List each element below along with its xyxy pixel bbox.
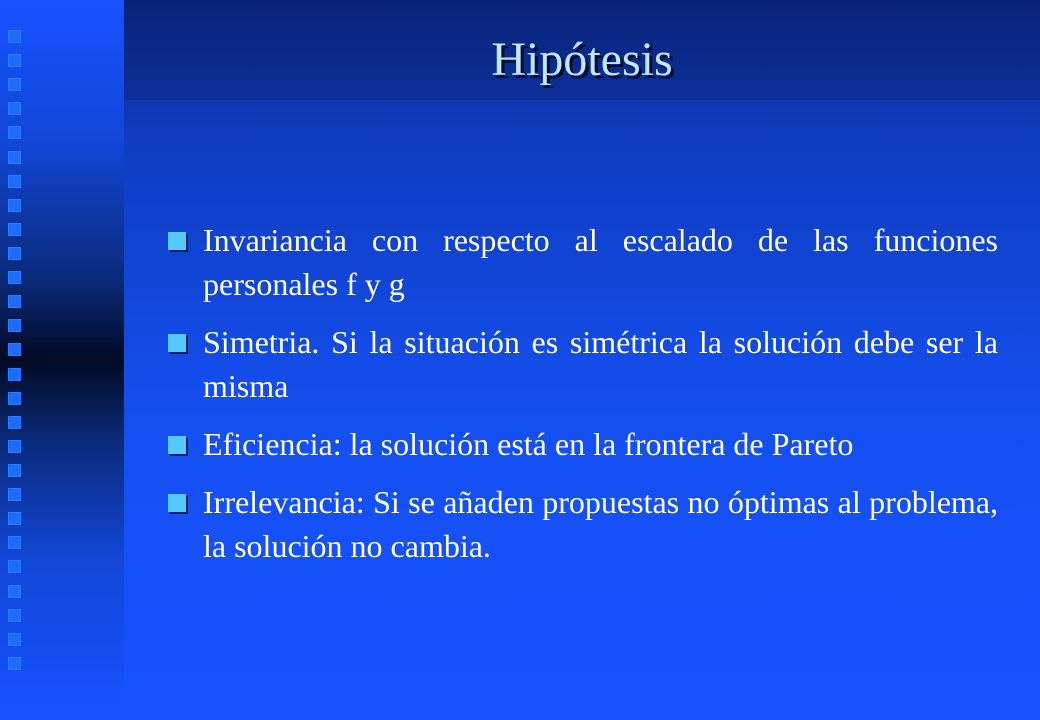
decorative-square xyxy=(8,30,21,43)
square-column-decoration-icon xyxy=(8,30,26,670)
decorative-square xyxy=(8,488,21,501)
bullet-item xyxy=(168,320,998,408)
decorative-square xyxy=(8,512,21,525)
bullet-text: Invariancia con respecto al escalado de las funciones personales f y g xyxy=(203,222,998,302)
slide-title: Hipótesis xyxy=(491,33,673,86)
decorative-square xyxy=(8,102,21,115)
bullet-item xyxy=(168,480,998,568)
decorative-square xyxy=(8,657,21,670)
decorative-square xyxy=(8,199,21,212)
decorative-square xyxy=(8,560,21,573)
decorative-square xyxy=(8,585,21,598)
square-bullet-icon xyxy=(168,436,186,454)
decorative-square xyxy=(8,440,21,453)
square-bullet-icon xyxy=(168,334,186,352)
square-bullet-icon xyxy=(168,494,186,512)
left-decorative-band xyxy=(0,0,124,720)
decorative-square xyxy=(8,54,21,67)
decorative-square xyxy=(8,609,21,622)
decorative-square xyxy=(8,392,21,405)
decorative-square xyxy=(8,126,21,139)
decorative-square xyxy=(8,271,21,284)
decorative-square xyxy=(8,416,21,429)
decorative-square xyxy=(8,368,21,381)
decorative-square xyxy=(8,247,21,260)
decorative-square xyxy=(8,464,21,477)
decorative-square xyxy=(8,319,21,332)
decorative-square xyxy=(8,633,21,646)
decorative-square xyxy=(8,223,21,236)
bullet-list xyxy=(168,218,998,582)
decorative-square xyxy=(8,78,21,91)
decorative-square xyxy=(8,536,21,549)
decorative-square xyxy=(8,175,21,188)
bullet-item xyxy=(168,218,998,306)
bullet-item xyxy=(168,422,998,466)
bullet-text: Eficiencia: la solución está en la frontera de Pareto xyxy=(203,426,854,462)
square-bullet-icon xyxy=(168,232,186,250)
bullet-text: Irrelevancia: Si se añaden propuestas no óptimas al problema, la solución no cambia. xyxy=(203,484,998,564)
decorative-square xyxy=(8,343,21,356)
decorative-square xyxy=(8,295,21,308)
decorative-square xyxy=(8,151,21,164)
bullet-text: Simetria. Si la situación es simétrica la solución debe ser la misma xyxy=(203,324,998,404)
